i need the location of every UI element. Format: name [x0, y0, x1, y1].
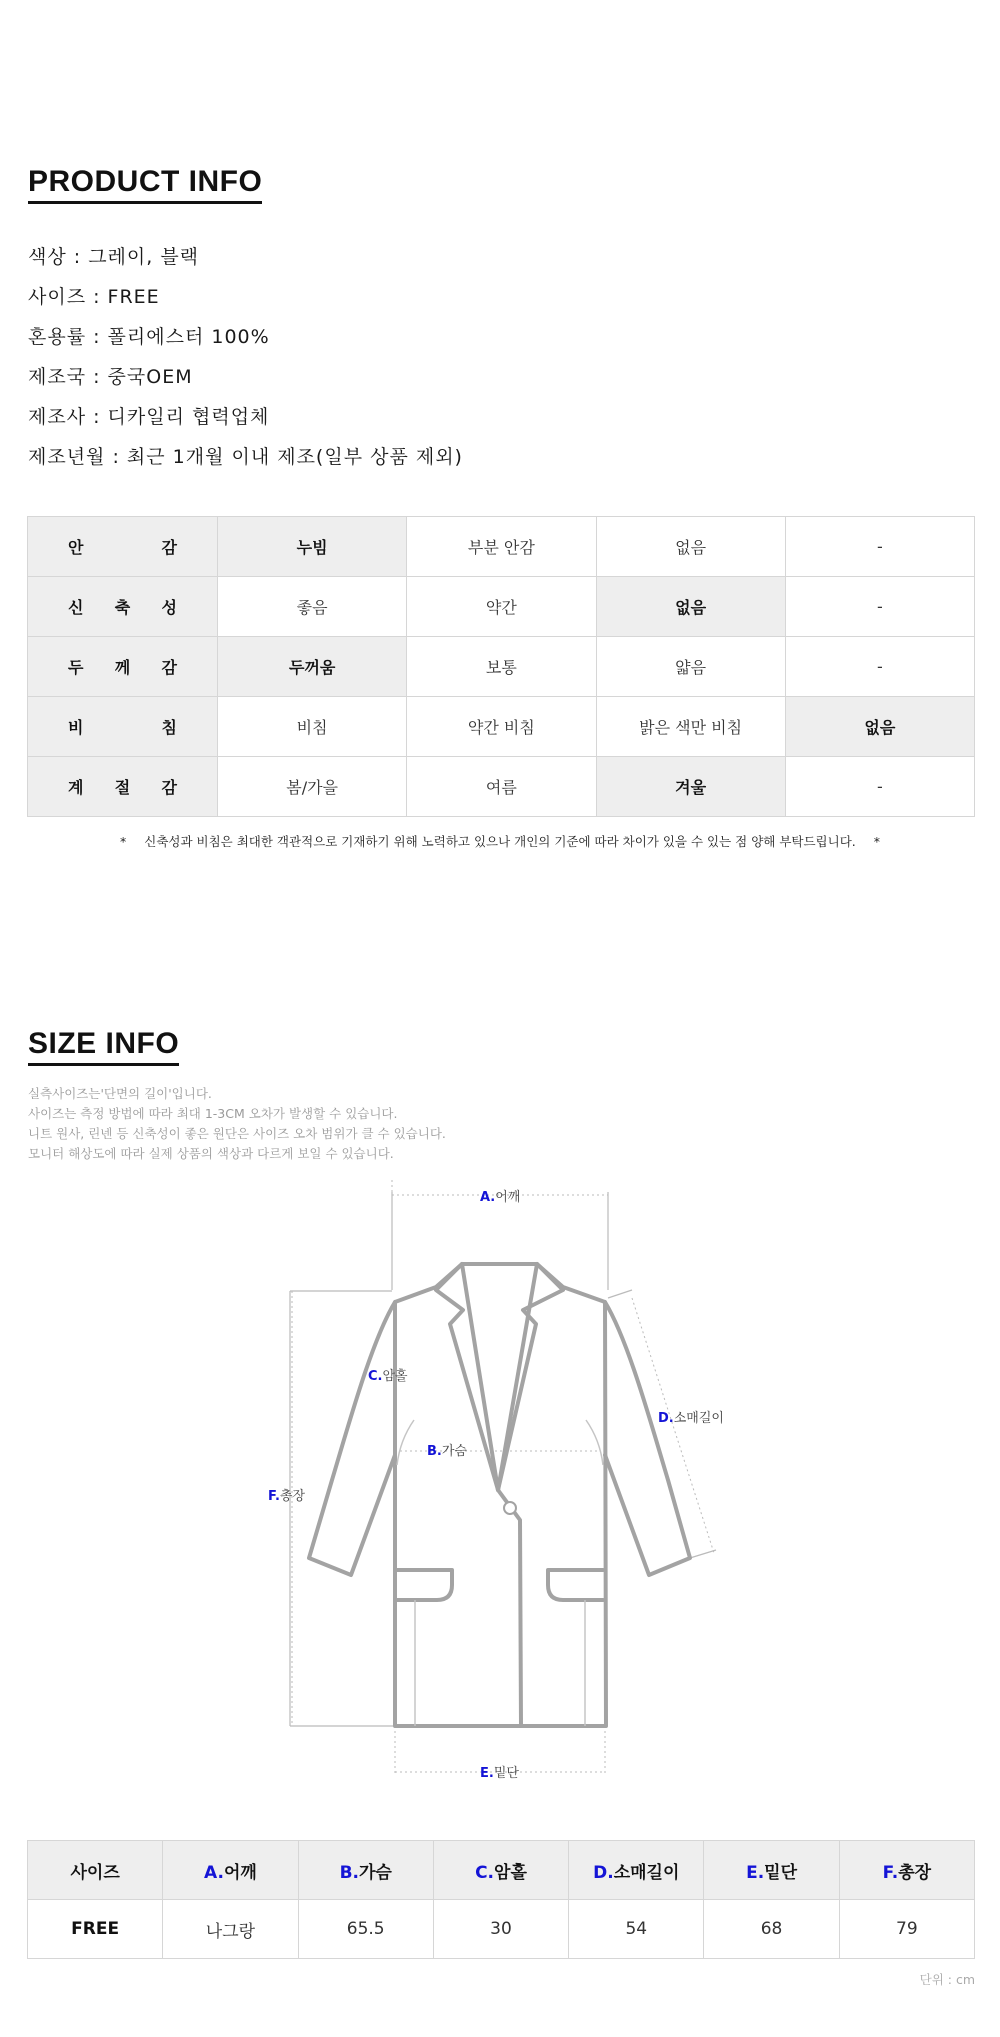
- material-cell: 없음: [596, 577, 785, 637]
- material-cell: 얇음: [596, 637, 785, 697]
- size-note: 사이즈는 측정 방법에 따라 최대 1-3CM 오차가 발생할 수 있습니다.: [28, 1106, 398, 1121]
- material-cell: 밝은 색만 비침: [596, 697, 785, 757]
- shoulder-value: 나그랑: [163, 1900, 298, 1959]
- header-length: F.총장: [839, 1841, 974, 1900]
- material-table: [27, 516, 975, 817]
- note-text: 신축성과 비침은 최대한 객관적으로 기재하기 위해 노력하고 있으나 개인의 기준에 따라 차이가 있을 수 있는 점 양해 부탁드립니다.: [144, 834, 856, 849]
- label-shoulder: A.어깨: [480, 1190, 521, 1205]
- material-cell: 여름: [407, 757, 596, 817]
- size-info-title: SIZE INFO: [28, 1027, 179, 1066]
- material-row-head: 비 침: [28, 697, 218, 757]
- material-cell: 부분 안감: [407, 517, 596, 577]
- size-value: FREE: [28, 1900, 163, 1959]
- table-row: [28, 1900, 975, 1959]
- sleeve-value: 54: [569, 1900, 704, 1959]
- info-color: 색상 : 그레이, 블랙: [28, 246, 200, 268]
- info-size: 사이즈 : FREE: [28, 286, 160, 308]
- product-info-title: PRODUCT INFO: [28, 165, 262, 204]
- header-armhole: C.암홀: [433, 1841, 568, 1900]
- info-country: 제조국 : 중국OEM: [28, 366, 193, 388]
- size-note: 모니터 해상도에 따라 실제 상품의 색상과 다르게 보일 수 있습니다.: [28, 1146, 394, 1161]
- size-notes: [28, 1084, 446, 1164]
- label-armhole: C.암홀: [368, 1369, 408, 1384]
- material-cell: 누빔: [218, 517, 407, 577]
- material-row-head: 두 께 감: [28, 637, 218, 697]
- material-cell: 약간: [407, 577, 596, 637]
- material-row-head: 계 절 감: [28, 757, 218, 817]
- material-cell: 보통: [407, 637, 596, 697]
- length-value: 79: [839, 1900, 974, 1959]
- material-cell: -: [785, 757, 974, 817]
- material-note: [0, 832, 1000, 850]
- button-icon: [504, 1502, 516, 1514]
- material-cell: 없음: [785, 697, 974, 757]
- table-row: [28, 577, 975, 637]
- header-sleeve: D.소매길이: [569, 1841, 704, 1900]
- material-cell: 겨울: [596, 757, 785, 817]
- note-star: *: [873, 834, 880, 849]
- product-info-list: [28, 243, 463, 483]
- material-cell: 두꺼움: [218, 637, 407, 697]
- coat-size-diagram: [0, 1180, 1000, 1780]
- label-chest: B.가슴: [427, 1444, 467, 1459]
- material-cell: -: [785, 637, 974, 697]
- material-row-head: 신 축 성: [28, 577, 218, 637]
- material-cell: 약간 비침: [407, 697, 596, 757]
- size-table: [27, 1840, 975, 1959]
- size-table-header: [28, 1841, 975, 1900]
- info-material: 혼용률 : 폴리에스터 100%: [28, 326, 270, 348]
- info-manufacturer: 제조사 : 디카일리 협력업체: [28, 406, 270, 428]
- size-note: 실측사이즈는'단면의 길이'입니다.: [28, 1086, 212, 1101]
- material-cell: 없음: [596, 517, 785, 577]
- hem-value: 68: [704, 1900, 839, 1959]
- note-star: *: [120, 834, 127, 849]
- material-cell: -: [785, 577, 974, 637]
- material-cell: 비침: [218, 697, 407, 757]
- table-row: [28, 637, 975, 697]
- size-header: 사이즈: [28, 1841, 163, 1900]
- header-chest: B.가슴: [298, 1841, 433, 1900]
- label-length: F.총장: [268, 1489, 306, 1504]
- table-row: [28, 757, 975, 817]
- material-cell: 좋음: [218, 577, 407, 637]
- header-hem: E.밑단: [704, 1841, 839, 1900]
- unit-label: 단위 : cm: [919, 1972, 975, 1987]
- material-cell: 봄/가을: [218, 757, 407, 817]
- table-row: [28, 697, 975, 757]
- material-cell: -: [785, 517, 974, 577]
- header-shoulder: A.어깨: [163, 1841, 298, 1900]
- label-hem: E.밑단: [480, 1766, 519, 1780]
- table-row: [28, 517, 975, 577]
- info-manufacture-date: 제조년월 : 최근 1개월 이내 제조(일부 상품 제외): [28, 446, 463, 468]
- armhole-value: 30: [433, 1900, 568, 1959]
- material-row-head: 안 감: [28, 517, 218, 577]
- chest-value: 65.5: [298, 1900, 433, 1959]
- coat-outline: [309, 1264, 690, 1726]
- size-note: 니트 원사, 린넨 등 신축성이 좋은 원단은 사이즈 오차 범위가 클 수 있습니다.: [28, 1126, 446, 1141]
- label-sleeve: D.소매길이: [658, 1411, 724, 1426]
